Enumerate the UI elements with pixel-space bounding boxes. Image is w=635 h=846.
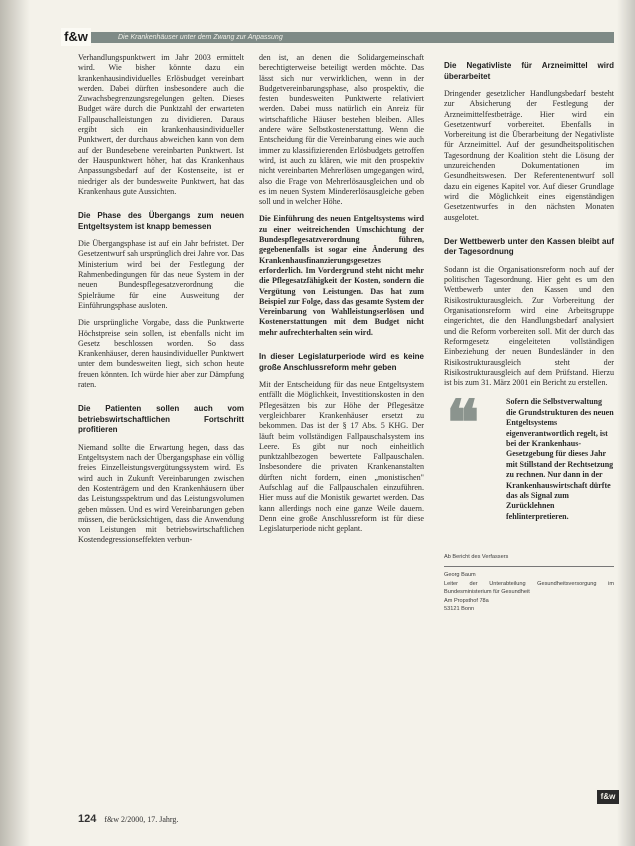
magazine-logo: f&w: [61, 28, 91, 46]
paragraph: den ist, an denen die Solidargemeinschaft berechtigterweise beteiligt werden möchte. Das lässt sich nur verwirklichen, wenn in der Budgetvereinbarungsphase, also prospektiv, die festen bundesweiten Punktwerte relativiert werden. Dabei muss natürlich ein Anreiz für wirtschaftliche Häuser bestehen bleiben. Alles andere wäre Selbstkostenerstattung. Wenn die Entscheidung für die Vereinbarung eines wie auch immer zu klassifizierenden Erlösbudgets getroffen wird, ist auch zu klären, wie mit den prospektiv nicht vereinbarten Mehrerlösen umgegangen wird, also die Frage von Mehrerlösausgleichen und ob es im neuen System Mindererlösausgleiche geben soll und in welcher Höhe.: [259, 53, 424, 207]
author-box: [444, 553, 614, 614]
source-label: Ab Bericht des Verfassers: [444, 554, 509, 561]
section-heading: In dieser Legislaturperiode wird es keine große Anschlussreform mehr geben: [259, 352, 424, 372]
issue-info: f&w 2/2000, 17. Jahrg.: [104, 815, 179, 824]
section-heading: Der Wettbewerb unter den Kassen bleibt auf der Tagesordnung: [444, 236, 614, 257]
page-edge-shadow: [617, 0, 635, 846]
author-address: Am Propsthof 78a: [444, 597, 489, 604]
section-heading: Die Phase des Übergangs zum neuen Entgeltsystem ist knapp bemessen: [78, 211, 244, 231]
running-head: Die Krankenhäuser unter dem Zwang zur Anpassung: [118, 34, 283, 41]
paragraph: Die Übergangsphase ist auf ein Jahr befristet. Der Gesetzentwurf sah ursprünglich drei Jahre vor. Das Ministerium wird bei der Festlegung der Rahmenbedingungen für das neue System in der neuen Bundespflegesatzverordnung die Spielräume für eine Ausweitung der Einführungsphase ausloten.: [78, 239, 244, 310]
author-name: Georg Baum: [444, 572, 476, 579]
paragraph: Verhandlungspunktwert im Jahr 2003 ermittelt wird. Wie bisher könnte dazu ein krankenhausindividuelles Erlösbudget vereinbart werden. Dabei dürften insbesondere auch die Zuwachsbegrenzungsregelungen gelten. Dieses Budget wäre durch die Punktzahl der erwarteten Fallpauschalleistungen zu dividieren. Daraus ergibt sich ein krankenhausindividueller Punktwert, der durchaus abweichen kann von dem auf der Bundesebene vereinbarten Punktwert. Ist der Hauspunktwert höher, hat das Krankenhaus Anpassungsbedarf auf der Kostenseite, ist er niedriger als der bundesweite Punktwert, hat das Krankenhaus gute Aussichten.: [78, 53, 244, 196]
column-middle: [259, 53, 424, 541]
page-footer: [78, 813, 178, 825]
author-title: Leiter der Unterabteilung Gesundheitsversorgung im Bundesministerium für Gesundheit: [444, 580, 614, 596]
paragraph: Mit der Entscheidung für das neue Entgeltsystem entfällt die Möglichkeit, Investitionskosten in den Pflegesätzen bis zur Höhe der Pflegesätze vergleichbarer Krankenhäuser ersetzt zu bekommen. Das ist der § 17 Abs. 5 KHG. Der läuft beim vollständigen Fallpauschalsystem ins Leere. Es gibt nur noch einheitlich punktzahlbezogen bewertete Fallpauschalen. Insbesondere die privaten Krankenanstalten dürften nicht fordern, einen „monistischen" Aufschlag auf die Fallpauschalen einzuführen. Hier muss auf die Monistik gewartet werden. Das kann allerdings noch eine ganze Weile dauern. Denn eine große Anschlussreform ist für diese Legislaturperiode nicht geplant.: [259, 380, 424, 534]
divider: [444, 566, 614, 567]
pull-quote: [444, 386, 614, 537]
paragraph: Niemand sollte die Erwartung hegen, dass das Entgeltsystem nach der Übergangsphase ein völlig freies Einzelleistungsvergütungssystem wird. Es wird auch in Zukunft Vereinbarungen zwischen den Kostenträgern und den Krankenhäusern über das Leistungsspektrum und das Leistungsvolumen geben müssen. Und es wird Vereinbarungen geben müssen, die berücksichtigen, dass die Anwendung von Leistungen mit betriebswirtschaftlichen Kostendegressionseffekten verbun-: [78, 442, 244, 545]
open-quote-icon: ❝: [446, 386, 480, 460]
paragraph-emphasis: Die Einführung des neuen Entgeltsystems wird zu einer weitreichenden Umschichtung der Bundespflegesatzverordnung führen, gegebenenfalls ist sogar eine Änderung des Krankenhausfinanzierungsgesetzes erforderlich. Im Vordergrund steht nicht mehr die Pflegesatzfähigkeit der Kosten, sondern die Vergütung von Leistungen. Das hat zum Beispiel zur Folge, dass das gesamte System der Vereinbarung von Wahlleistungserlösen und Kostenerstattungen mit dem Budget nicht mehr aufrechterhalten sein wird.: [259, 214, 424, 337]
page-gutter-shadow: [0, 0, 30, 846]
end-logo: f&w: [597, 790, 619, 804]
author-city: 53121 Bonn: [444, 606, 475, 613]
paragraph: Dringender gesetzlicher Handlungsbedarf besteht zur Absicherung der Festlegung der Arzneimittelfestbeträge. Hier wird ein Gesetzentwurf vorbereitet. Ebenfalls in Vorbereitung ist die Überarbeitung der Negativliste für Arzneimittel. Auf der gesundheitspolitischen Tagesordnung der Koalition steht die Lösung der unzureichenden Dokumentationen im Gesundheitswesen. Der Referentenentwurf soll dazu ein eigenes Kapitel vor. Auf dieser Grundlage wird die Möglichkeit eines eigenständigen Gesetzentwurfes in den nächsten Monaten ausgelotet.: [444, 89, 614, 222]
section-heading: Die Negativliste für Arzneimittel wird überarbeitet: [444, 61, 614, 81]
column-right: [444, 53, 614, 614]
column-left: [78, 53, 244, 553]
page-number: 124: [78, 813, 97, 825]
pull-quote-text: Sofern die Selbstverwaltung die Grundstrukturen des neuen Entgeltsystems eigenverantwortlich regelt, ist bei der Krankenhaus-Gesetzgebung für dieses Jahr mit Stillstand der Rechtsetzung zu rechnen. Nur dann in der Krankenhauswirtschaft dürfte das als Signal zum Zurücklehnen fehlinterpretieren.: [506, 397, 614, 521]
paragraph: Die ursprüngliche Vorgabe, dass die Punktwerte Höchstpreise sein sollen, ist ebenfalls nicht im Gesetz beschlossen worden. So dass Krankenhäuser, deren hausindividueller Punktwert unter dem bundesweiten liegt, sich schon heute freuen könnten. Ich würde hier aber zur Dämpfung raten.: [78, 318, 244, 390]
section-heading: Die Patienten sollen auch vom betriebswirtschaftlichen Fortschritt profitieren: [78, 404, 244, 435]
paragraph: Sodann ist die Organisationsreform noch auf der politischen Tagesordnung. Hier geht es um den Wettbewerb unter den Kassen und den Risikostrukturausgleich. Zur Vorbereitung der Organisationsreform wird eine Arbeitsgruppe eingerichtet, die den Handlungsbedarf analysiert und die Reform vorbereiten soll. Mit der durch das Reformgesetz eingeleiteten vollständigen Einbeziehung der neuen Bundesländer in den Risikostrukturausgleich steht der Risikostrukturausgleich auf dem Prüfstand. Hierzu ist bis zum 31. März 2001 ein Bericht zu erstellen.: [444, 264, 614, 388]
